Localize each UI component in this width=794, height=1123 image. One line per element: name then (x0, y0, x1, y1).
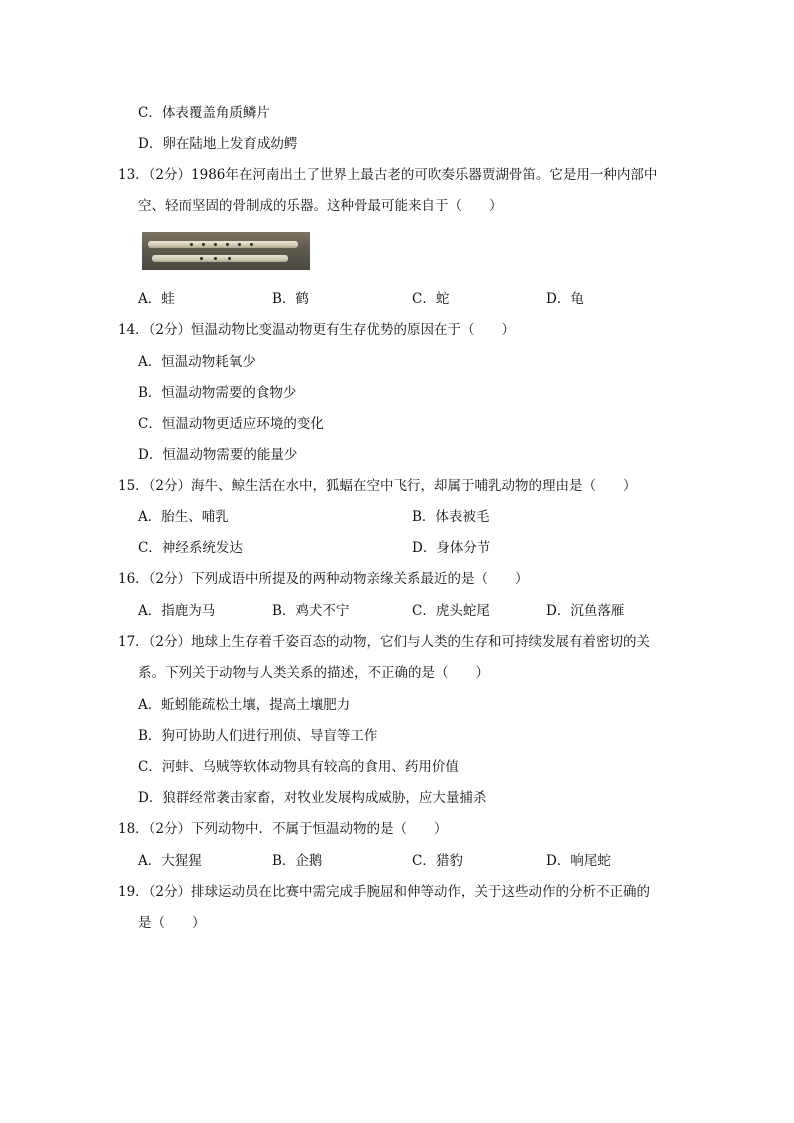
q15-option-c: C．神经系统发达 (138, 540, 243, 556)
q15-option-b: B．体表被毛 (412, 509, 490, 525)
q17-stem-line2: 系。下列关于动物与人类关系的描述，不正确的是（ ） (138, 665, 489, 681)
q18-option-c: C．猎豹 (412, 853, 463, 869)
q16-stem: 16．（2分）下列成语中所提及的两种动物亲缘关系最近的是（ ） (118, 571, 529, 587)
q13-option-b: B．鹤 (272, 291, 309, 307)
q18-option-a: A．大猩猩 (138, 853, 202, 869)
q19-stem-line1: 19．（2分）排球运动员在比赛中需完成手腕屈和伸等动作，关于这些动作的分析不正确的 (118, 884, 651, 900)
q15-option-a: A．胎生、哺乳 (138, 509, 229, 525)
q15-option-d: D．身体分节 (412, 540, 491, 556)
q14-option-d: D．恒温动物需要的能量少 (138, 447, 298, 463)
q16-option-d: D．沉鱼落雁 (546, 603, 625, 619)
q18-option-b: B．企鹅 (272, 853, 323, 869)
q13-stem-line1: 13．（2分）1986年在河南出土了世界上最古老的可吹奏乐器贾湖骨笛。它是用一种内部中 (118, 167, 658, 183)
q13-option-d: D．龟 (546, 291, 584, 307)
q18-stem: 18．（2分）下列动物中．不属于恒温动物的是（ ） (118, 821, 448, 837)
q14-option-b: B．恒温动物需要的食物少 (138, 385, 297, 401)
q13-option-c: C．蛇 (412, 291, 450, 307)
q16-option-b: B．鸡犬不宁 (272, 603, 350, 619)
q19-stem-line2: 是（ ） (138, 915, 206, 931)
q14-option-a: A．恒温动物耗氧少 (138, 354, 256, 370)
q14-option-c: C．恒温动物更适应环境的变化 (138, 416, 324, 432)
q13-stem-line2: 空、轻而坚固的骨制成的乐器。这种骨最可能来自于（ ） (138, 198, 503, 214)
q17-stem-line1: 17．（2分）地球上生存着千姿百态的动物，它们与人类的生存和可持续发展有着密切的关 (118, 634, 651, 650)
q17-option-c: C．河蚌、乌贼等软体动物具有较高的食用、药用价值 (138, 759, 459, 775)
q16-option-a: A．指鹿为马 (138, 603, 216, 619)
q17-option-d: D．狼群经常袭击家畜，对牧业发展构成威胁，应大量捕杀 (138, 790, 487, 806)
q18-option-d: D．响尾蛇 (546, 853, 611, 869)
q14-stem: 14．（2分）恒温动物比变温动物更有生存优势的原因在于（ ） (118, 322, 516, 338)
q12-option-c: C．体表覆盖角质鳞片 (138, 105, 270, 121)
q16-option-c: C．虎头蛇尾 (412, 603, 490, 619)
q13-option-a: A．蛙 (138, 291, 175, 307)
q17-option-a: A．蚯蚓能疏松土壤，提高土壤肥力 (138, 697, 351, 713)
q15-stem: 15．（2分）海牛、鲸生活在水中，狐蝠在空中飞行，却属于哺乳动物的理由是（ ） (118, 478, 637, 494)
q12-option-d: D．卵在陆地上发育成幼鳄 (138, 136, 298, 152)
bone-flute-photo (142, 232, 310, 270)
q17-option-b: B．狗可协助人们进行刑侦、导盲等工作 (138, 728, 378, 744)
